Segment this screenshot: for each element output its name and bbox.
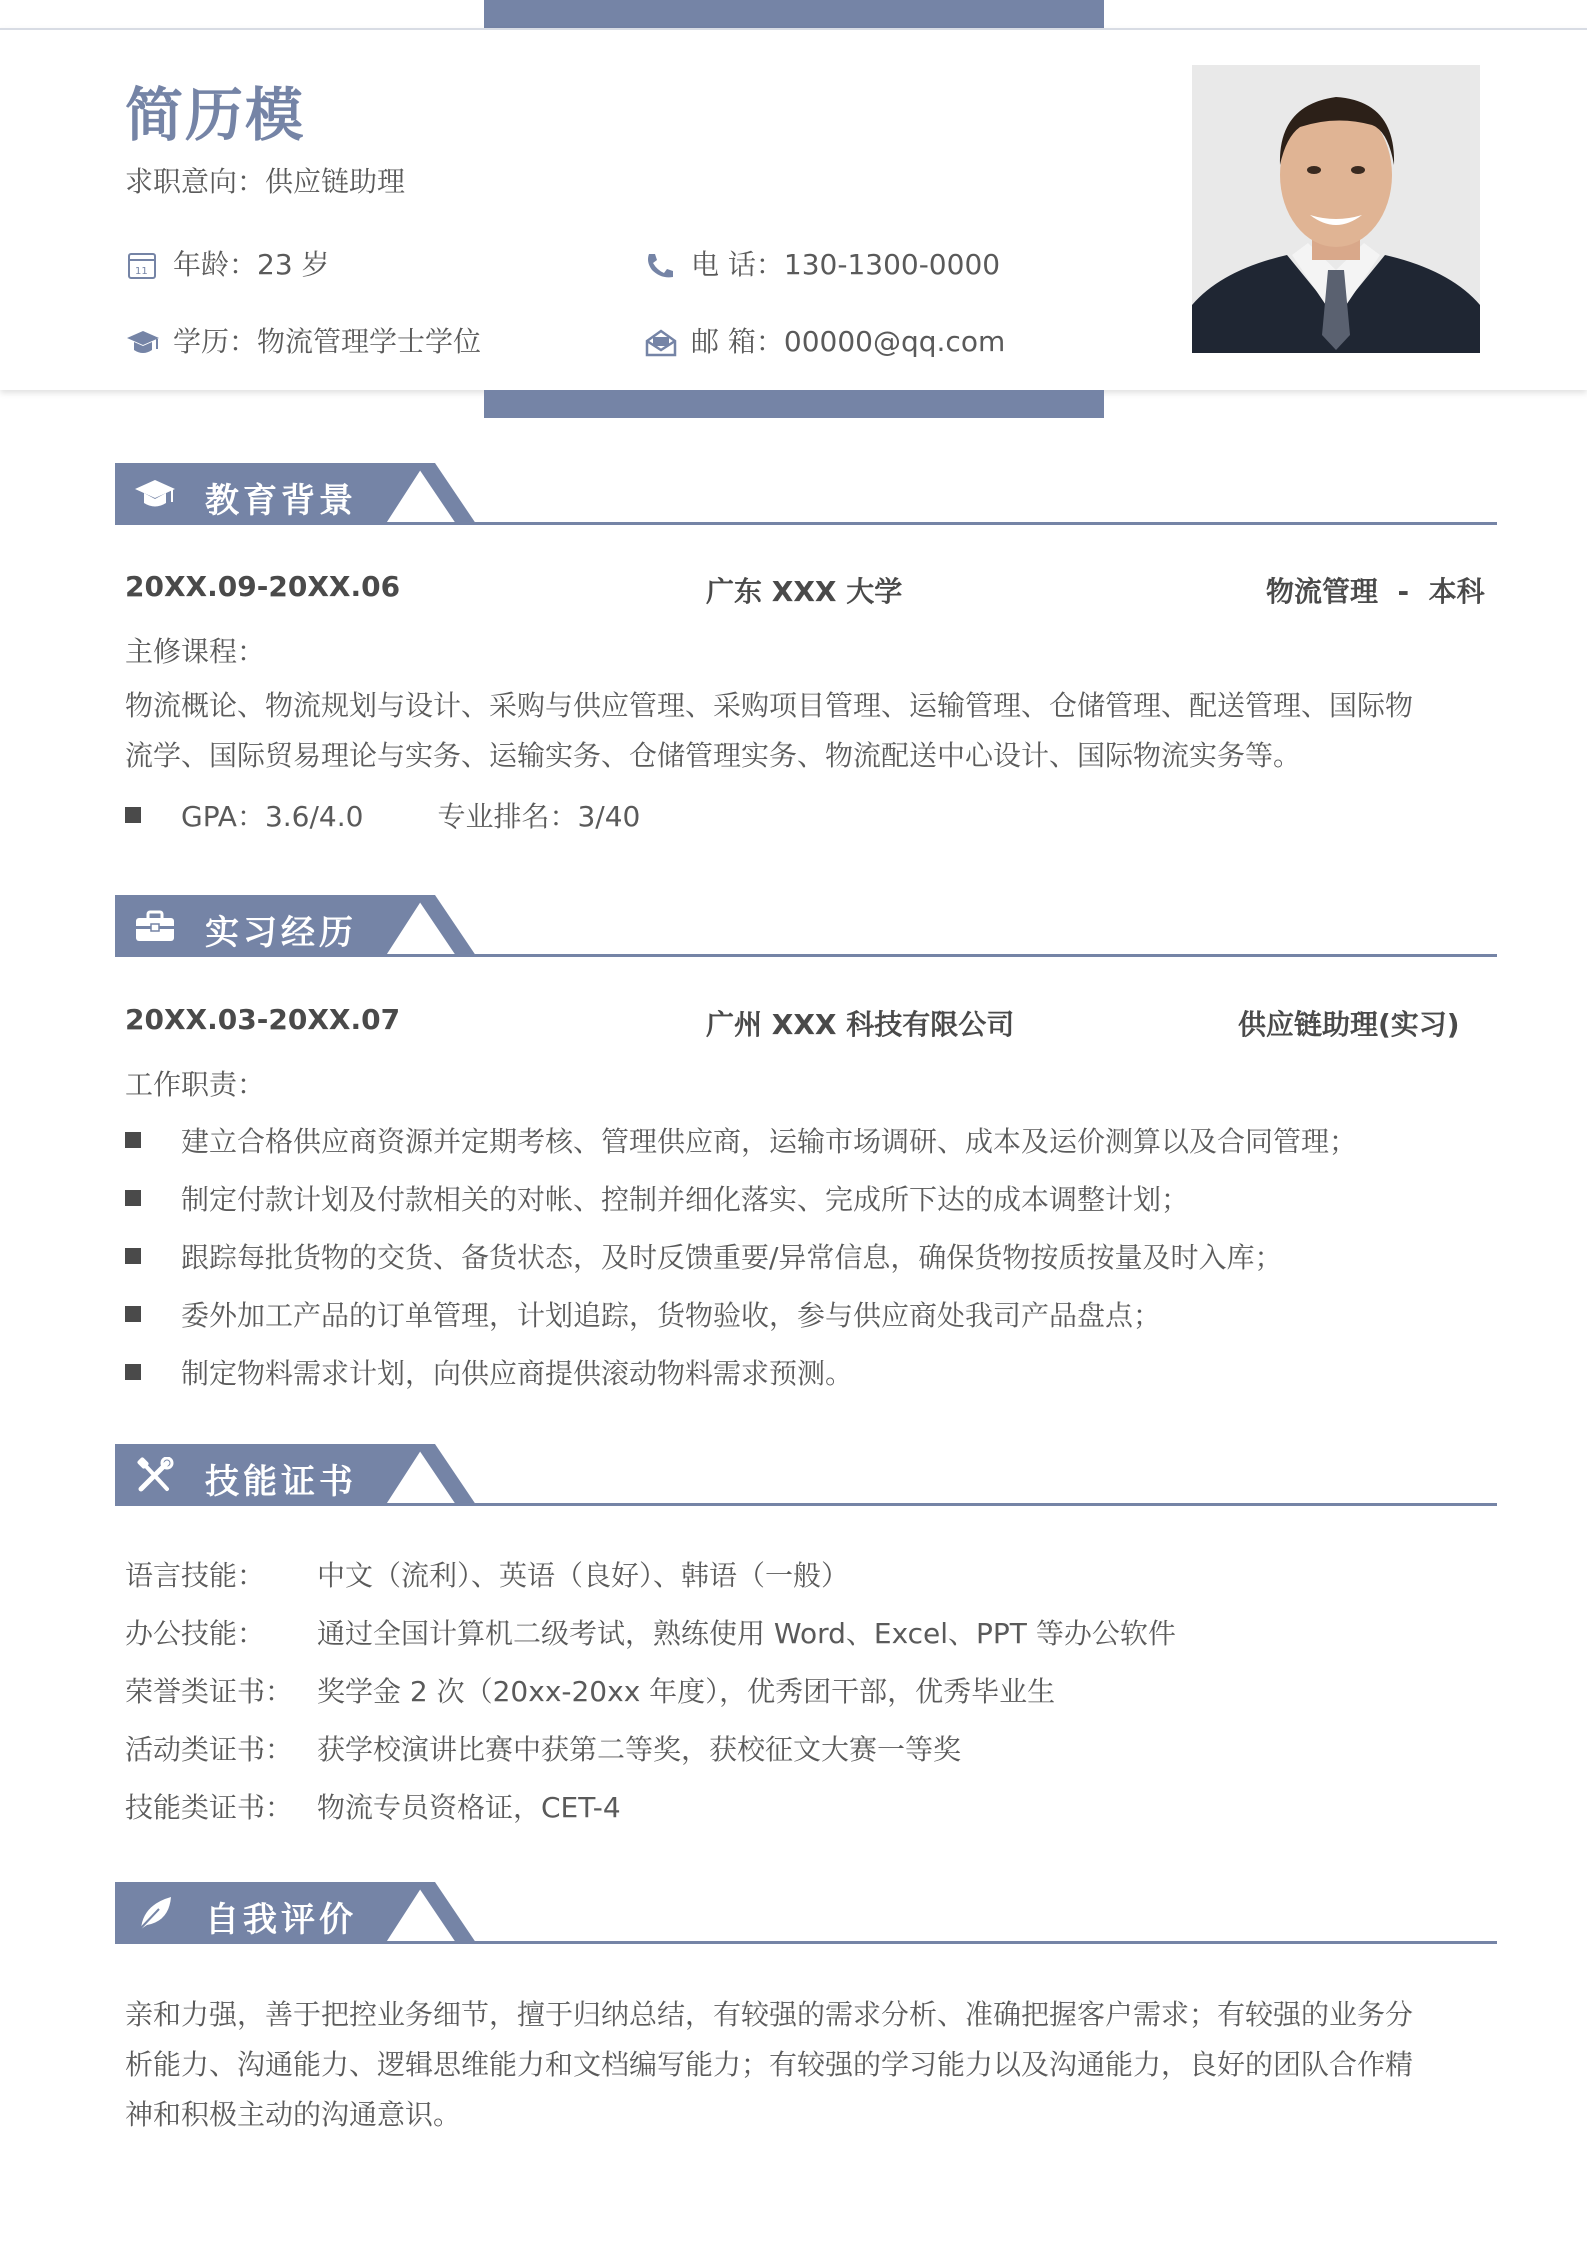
section-tab-edge (385, 463, 425, 525)
phone-text: 电 话：130-1300-0000 (691, 248, 1001, 281)
section-tab-edge (385, 1882, 425, 1944)
courses-line: 物流概论、物流规划与设计、采购与供应管理、采购项目管理、运输管理、仓储管理、配送管理、国际物 (125, 689, 1414, 722)
courses-line: 流学、国际贸易理论与实务、运输实务、仓储管理实务、物流配送中心设计、国际物流实务等。 (125, 739, 1302, 772)
gpa-text: GPA：3.6/4.0 (181, 800, 364, 833)
profile-photo (1192, 65, 1480, 353)
section-tab (115, 463, 385, 525)
section-title: 教育背景 (205, 481, 357, 521)
skill-value: 奖学金 2 次（20xx-20xx 年度），优秀团干部，优秀毕业生 (317, 1675, 1056, 1708)
education-school: 广东 XXX 大学 (706, 575, 903, 608)
job-intent: 求职意向：供应链助理 (125, 165, 406, 198)
skill-value: 物流专员资格证，CET-4 (317, 1791, 621, 1824)
skill-value: 获学校演讲比赛中获第二等奖，获校征文大赛一等奖 (317, 1733, 962, 1766)
duty-item (125, 1236, 1282, 1276)
phone-info (643, 243, 1000, 283)
section-tab (115, 1444, 385, 1506)
tools-icon (133, 1457, 177, 1493)
section-header-skills (115, 1444, 1497, 1506)
section-tab-edge (385, 1444, 425, 1506)
skill-label: 办公技能： (125, 1617, 266, 1650)
skill-label: 语言技能： (125, 1559, 266, 1592)
education-major: 物流管理 - 本科 (1266, 575, 1485, 608)
internship-role: 供应链助理(实习) (1238, 1008, 1460, 1041)
skill-value: 通过全国计算机二级考试，熟练使用 Word、Excel、PPT 等办公软件 (317, 1617, 1176, 1650)
email-info (643, 320, 1005, 360)
duties-label: 工作职责： (125, 1068, 266, 1101)
section-underline (115, 1503, 1497, 1506)
section-tab-edge (385, 895, 425, 957)
resume-name: 简历模 (125, 81, 306, 149)
bullet-square (125, 1132, 141, 1148)
phone-icon (643, 250, 679, 282)
skill-label: 活动类证书： (125, 1733, 294, 1766)
section-underline (115, 1941, 1497, 1944)
internship-period: 20XX.03-20XX.07 (125, 1003, 401, 1036)
duty-item (125, 1352, 853, 1392)
bullet-square (125, 807, 141, 823)
skill-label: 荣誉类证书： (125, 1675, 294, 1708)
graduation-cap-icon (133, 476, 177, 512)
education-period: 20XX.09-20XX.06 (125, 570, 401, 603)
self-eval-line: 亲和力强，善于把控业务细节，擅于归纳总结，有较强的需求分析、准确把握客户需求；有较强的业务分 (125, 1998, 1414, 2031)
rank-text: 专业排名：3/40 (437, 800, 641, 833)
section-underline (115, 954, 1497, 957)
age-text: 年龄：23 岁 (173, 248, 330, 281)
bullet-square (125, 1364, 141, 1380)
briefcase-icon (133, 908, 177, 944)
gpa-bullet (125, 795, 640, 835)
section-tab (115, 895, 385, 957)
section-header-self-eval (115, 1882, 1497, 1944)
section-title: 技能证书 (205, 1462, 357, 1502)
graduation-cap-icon (125, 327, 161, 359)
duty-text: 制定物料需求计划，向供应商提供滚动物料需求预测。 (181, 1357, 854, 1390)
self-eval-line: 析能力、沟通能力、逻辑思维能力和文档编写能力；有较强的学习能力以及沟通能力，良好的团队合作精 (125, 2048, 1414, 2081)
age-info (125, 243, 330, 283)
courses-label: 主修课程： (125, 635, 266, 668)
skill-value: 中文（流利）、英语（良好）、韩语（一般） (317, 1559, 850, 1592)
bullet-square (125, 1306, 141, 1322)
self-eval-line: 神和积极主动的沟通意识。 (125, 2098, 462, 2131)
self-eval-text (125, 1990, 1485, 2140)
header-top-accent-bar (484, 0, 1104, 28)
duty-text: 委外加工产品的订单管理，计划追踪，货物验收，参与供应商处我司产品盘点； (181, 1299, 1162, 1332)
bullet-square (125, 1248, 141, 1264)
header-bottom-accent-bar (484, 390, 1104, 418)
duty-item (125, 1178, 1189, 1218)
section-tab (115, 1882, 385, 1944)
section-title: 自我评价 (205, 1900, 357, 1940)
internship-company: 广州 XXX 科技有限公司 (706, 1008, 1015, 1041)
section-title: 实习经历 (205, 913, 357, 953)
calendar-icon (125, 250, 161, 282)
leaf-icon (133, 1895, 177, 1931)
duty-item (125, 1294, 1161, 1334)
education-text: 学历：物流管理学士学位 (173, 325, 482, 358)
section-underline (115, 522, 1497, 525)
duty-item (125, 1120, 1357, 1160)
section-header-internship (115, 895, 1497, 957)
svg-text:11: 11 (135, 266, 148, 277)
courses-text (125, 681, 1485, 781)
email-text: 邮 箱：00000@qq.com (691, 325, 1006, 358)
duty-text: 跟踪每批货物的交货、备货状态，及时反馈重要/异常信息，确保货物按质按量及时入库； (181, 1241, 1283, 1274)
mail-icon (643, 327, 679, 359)
skill-label: 技能类证书： (125, 1791, 294, 1824)
duty-text: 建立合格供应商资源并定期考核、管理供应商，运输市场调研、成本及运价测算以及合同管理； (181, 1125, 1358, 1158)
education-info (125, 320, 481, 360)
duty-text: 制定付款计划及付款相关的对帐、控制并细化落实、完成所下达的成本调整计划； (181, 1183, 1190, 1216)
section-header-education (115, 463, 1497, 525)
bullet-square (125, 1190, 141, 1206)
